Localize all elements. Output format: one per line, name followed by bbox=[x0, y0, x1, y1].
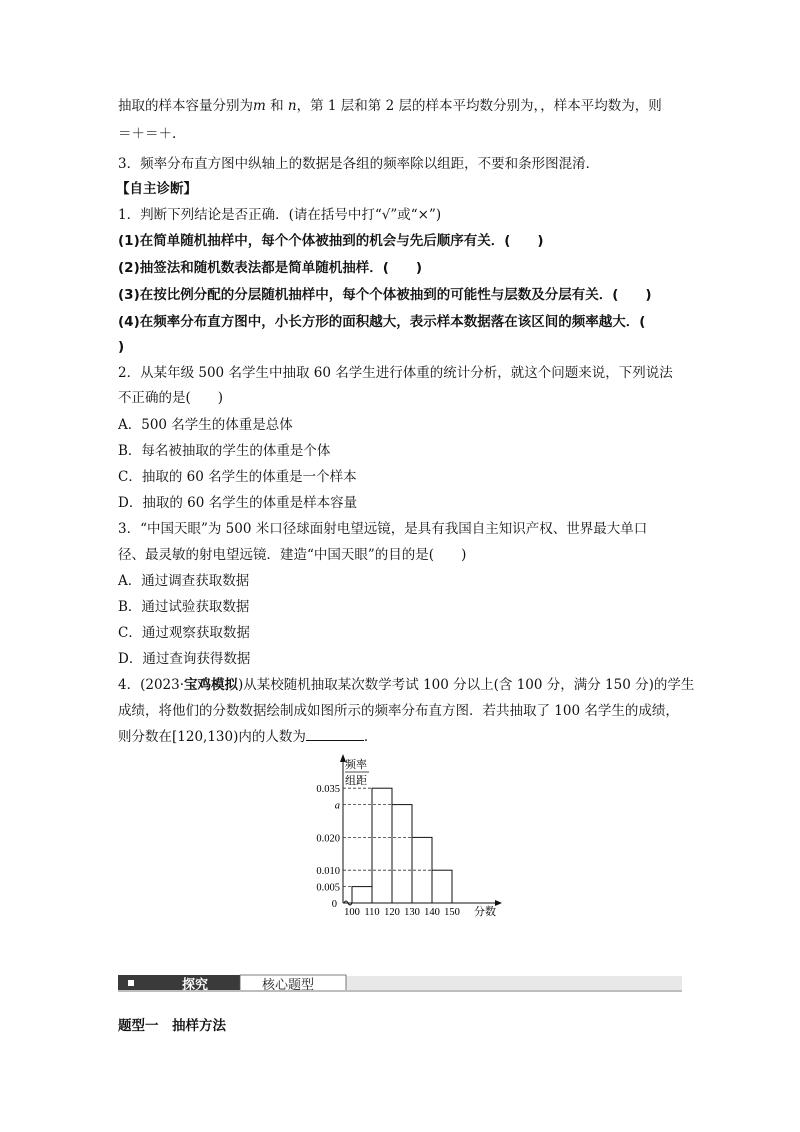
histogram-bar bbox=[352, 887, 372, 903]
question-2-option-a: A．500 名学生的体重是总体 bbox=[118, 417, 293, 433]
histogram-bar bbox=[372, 788, 392, 903]
var-m: m bbox=[253, 98, 266, 114]
text-span: 则分数在[120,130)内的人数为 bbox=[118, 729, 306, 745]
x-tick-label: 110 bbox=[364, 907, 380, 918]
text-span: ，第 1 层和第 2 层的样本平均数分别为，，样本平均数为，则 bbox=[296, 98, 662, 114]
paragraph-stratified-1 bbox=[118, 97, 662, 115]
question-3-option-c: C．通过观察获取数据 bbox=[118, 625, 250, 641]
text-span: )从某校随机抽取某次数学考试 100 分以上(含 100 分，满分 150 分)的学生 bbox=[238, 677, 695, 693]
question-2-option-c: C．抽取的 60 名学生的体重是一个样本 bbox=[118, 469, 357, 485]
y-axis-label-bottom: 组距 bbox=[345, 775, 367, 787]
question-1-item-4: (4)在频率分布直方图中，小长方形的面积越大，表示样本数据落在该区间的频率越大．( bbox=[118, 314, 646, 330]
question-1-item-3: (3)在按比例分配的分层随机抽样中，每个个体被抽到的可能性与层数及分层有关．( ) bbox=[118, 287, 652, 303]
question-4-line-3 bbox=[118, 728, 377, 746]
question-2-option-d: D．抽取的 60 名学生的体重是样本容量 bbox=[118, 495, 358, 511]
question-1: 1．判断下列结论是否正确．(请在括号中打“√”或“×”) bbox=[118, 207, 442, 223]
text-span: 抽取的样本容量分别为 bbox=[118, 98, 253, 114]
question-3-option-a: A．通过调查获取数据 bbox=[118, 573, 250, 589]
banner-tag: 探究 bbox=[182, 978, 209, 993]
answer-blank[interactable] bbox=[306, 728, 364, 741]
x-tick-label: 130 bbox=[404, 907, 420, 918]
banner-title: 核心题型 bbox=[262, 978, 315, 993]
histogram-bar bbox=[432, 870, 452, 903]
x-axis-arrow bbox=[495, 900, 502, 906]
question-3-option-d: D．通过查询获得数据 bbox=[118, 651, 251, 667]
question-3-option-b: B．通过试验获取数据 bbox=[118, 599, 250, 615]
frequency-histogram bbox=[290, 750, 520, 920]
question-2-line-2: 不正确的是( ) bbox=[118, 390, 224, 406]
question-1-item-2: (2)抽签法和随机数表法都是简单随机抽样．( ) bbox=[118, 260, 423, 276]
section-banner bbox=[118, 973, 682, 993]
question-3-line-1: 3．“中国天眼”为 500 米口径球面射电望远镜，是具有我国自主知识产权、世界最大单口 bbox=[118, 521, 648, 537]
x-tick-label: 140 bbox=[424, 907, 440, 918]
y-tick-label: a bbox=[334, 800, 340, 812]
x-axis-label: 分数 bbox=[474, 906, 496, 918]
question-2-option-b: B．每名被抽取的学生的体重是个体 bbox=[118, 443, 331, 459]
question-1-item-4-close: ) bbox=[118, 339, 125, 355]
y-tick-label: 0.005 bbox=[316, 882, 340, 894]
y-tick-label: 0.020 bbox=[316, 833, 340, 845]
text-span: 和 bbox=[265, 98, 288, 114]
y-tick-label: 0.035 bbox=[316, 784, 340, 796]
question-2-line-1: 2．从某年级 500 名学生中抽取 60 名学生进行体重的统计分析，就这个问题来说，下列说法 bbox=[118, 365, 673, 381]
paragraph-stratified-2: ＝＋＝＋. bbox=[118, 126, 177, 142]
self-diagnosis-heading: 【自主诊断】 bbox=[116, 181, 197, 197]
note-3: 3．频率分布直方图中纵轴上的数据是各组的频率除以组距，不要和条形图混淆． bbox=[118, 156, 600, 172]
histogram-bar bbox=[392, 805, 412, 903]
x-tick-label: 120 bbox=[384, 907, 400, 918]
var-n: n bbox=[287, 98, 297, 114]
question-4-line-1 bbox=[118, 676, 694, 694]
origin-label: 0 bbox=[331, 899, 337, 910]
question-4-line-2: 成绩，将他们的分数数据绘制成如图所示的频率分布直方图．若共抽取了 100 名学生的成绩， bbox=[118, 703, 679, 719]
y-tick-label: 0.010 bbox=[316, 866, 340, 878]
text-span: 4．(2023· bbox=[118, 677, 185, 693]
y-axis-label-top: 频率 bbox=[345, 759, 367, 771]
text-span: ． bbox=[363, 729, 378, 745]
x-tick-label: 100 bbox=[344, 907, 360, 918]
question-1-item-1: (1)在简单随机抽样中，每个个体被抽到的机会与先后顺序有关．( ) bbox=[118, 233, 544, 249]
section-title: 题型一 抽样方法 bbox=[118, 1018, 226, 1034]
question-3-line-2: 径、最灵敏的射电望远镜．建造“中国天眼”的目的是( ) bbox=[118, 547, 467, 563]
x-tick-label: 150 bbox=[444, 907, 460, 918]
question-source: 宝鸡模拟 bbox=[184, 677, 239, 693]
